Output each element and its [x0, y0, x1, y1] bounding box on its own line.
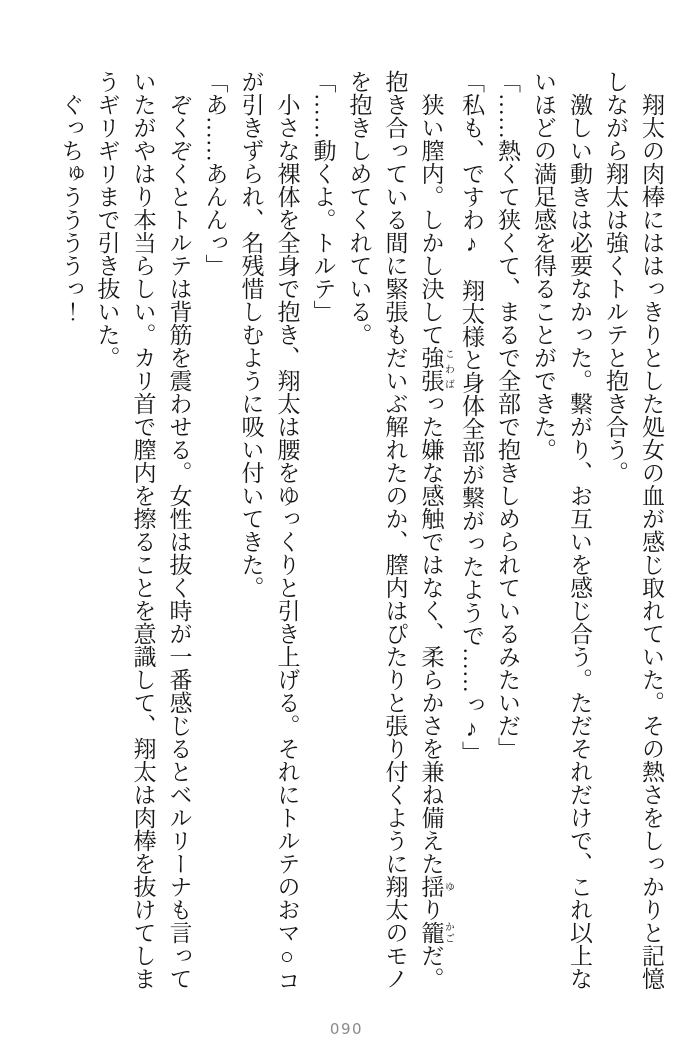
paragraph: ぐっちゅううううっ！ [58, 93, 84, 323]
paragraph: 小さな裸体を全身で抱き、翔太は腰をゆっくりと引き上げる。それにトルテのおマ○コが引きずられ、名残惜しむように吸い付いてきた。 [238, 70, 300, 992]
ruby-annotated-word: 籠 かご [418, 921, 454, 944]
paragraph: 「あ……あんんっ」 [202, 70, 228, 277]
paragraph: 狭い膣内。しかし決して強張 こわばった嫌な感触ではなく、柔らかさを兼ね備えた揺 ゆり籠 かごだ。抱き合っている間に緊張もだいぶ解れたのか、膣内はぴたりと張り付くように翔太のモノを抱きしめてくれている。 [346, 70, 454, 990]
paragraph: 「……動くよ。トルテ」 [310, 70, 336, 323]
paragraph: 激しい動きは必要なかった。繋がり、お互いを感じ合う。ただそれだけで、これ以上ないほどの満足感を得ることができた。 [531, 70, 592, 990]
paragraph: 「……熱くて狭くて、まるで全部で抱きしめられているみたいだ」 [495, 70, 520, 760]
page-number: 090 [329, 1020, 364, 1038]
body-text [53, 70, 669, 998]
ruby-annotated-word: 揺 ゆ [418, 875, 454, 898]
ruby-annotated-word: 強張 こわば [418, 346, 454, 392]
paragraph: ぞくぞくとトルテは背筋を震わせる。女性は抜く時が一番感じるとベルリーナも言っていたがやはり本当らしい。カリ首で膣内を擦ることを意識して、翔太は肉棒を抜けてしまうギリギリまで引き抜いた。 [94, 70, 192, 990]
paragraph: 翔太の肉棒にははっきりとした処女の血が感じ取れていた。その熱さをしっかりと記憶しながら翔太は強くトルテと抱き合う。 [603, 70, 664, 990]
paragraph: 「私も、ですわ♪ 翔太様と身体全部が繋がったようで……っ♪」 [459, 70, 484, 764]
